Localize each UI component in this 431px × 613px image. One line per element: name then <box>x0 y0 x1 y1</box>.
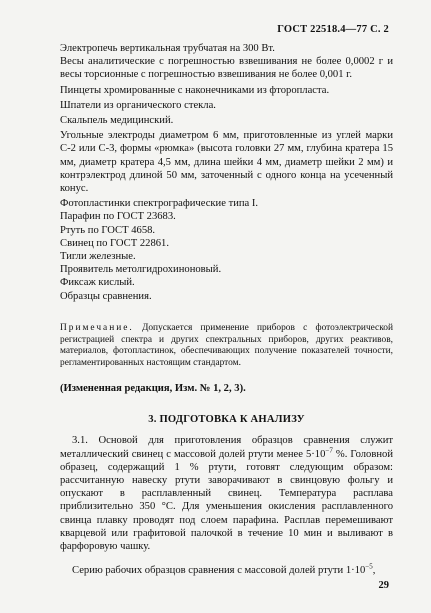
exponent: −7 <box>325 446 333 455</box>
text-line: Весы аналитические с погрешностью взвешивания не более 0,0002 г и весы торсионные с погрешностью взвешивания не более 0,001 г. <box>60 56 393 81</box>
para-text-a: 3.1. Основой для приготовления образцов сравнения служит металлический свинец с массовой долей ртути менее 5·10 <box>60 435 393 460</box>
note-block <box>60 323 393 370</box>
note-lead: Примечание. <box>60 322 134 333</box>
amendment-line: (Измененная редакция, Изм. № 1, 2, 3). <box>60 383 246 395</box>
note-text: Допускается применение приборов с фотоэлектрической регистрацией спектра и других спектральных приборов, других реактивов, материалов, фотопластинок, обеспечивающих получение показателей точности, регламентированных настоящим стандартом. <box>60 322 393 369</box>
text-line: Фиксаж кислый. <box>60 277 135 289</box>
text-line: Угольные электроды диаметром 6 мм, приготовленные из углей марки С-2 или С-3, формы «рюмка» (высота головки 27 мм, глубина кратера 15 мм, диаметр кратера 4,5 мм, длина шейки 4 мм, диаметр шейки 2 мм) и контрэлектрод длиной 50 мм, заточенный с одного конца на усеченный конус. <box>60 130 393 195</box>
para-text-b: %. Головной образец, содержащий 1 % ртути, готовят следующим образом: рассчитанную навеску ртути заворачивают в свинцовую фольгу и опускают в расплавленный свинец. Температура расплава приблизительно 350 °С. Для уменьшения окисления расплавленного свинца плавку проводят под слоем парафина. Расплав перемешивают кварцевой или графитовой палочкой в течение 10 мин и выливают в фарфоровую чашку. <box>60 448 393 553</box>
text-line: Фотопластинки спектрографические типа I. <box>60 198 259 210</box>
running-header: ГОСТ 22518.4—77 С. 2 <box>277 24 389 35</box>
exponent: −5 <box>365 562 373 571</box>
page-number: 29 <box>378 580 389 591</box>
paragraph-series <box>60 564 393 577</box>
text-line: Электропечь вертикальная трубчатая на 300 Вт. <box>60 43 275 54</box>
para-text-b: , <box>372 564 376 576</box>
text-line: Тигли железные. <box>60 251 136 263</box>
text-line: Шпатели из органического стекла. <box>60 99 216 111</box>
text-line: Проявитель метолгидрохиноновый. <box>60 264 222 276</box>
text-line: Ртуть по ГОСТ 4658. <box>60 224 156 236</box>
section-title: 3. ПОДГОТОВКА К АНАЛИЗУ <box>148 414 305 426</box>
paragraph-3-1 <box>60 434 393 553</box>
para-text-a: Серию рабочих образцов сравнения с массовой долей ртути 1·10 <box>72 564 366 576</box>
text-line: Парафин по ГОСТ 23683. <box>60 211 176 223</box>
text-line: Скальпель медицинский. <box>60 115 174 127</box>
text-line: Пинцеты хромированные с наконечниками из фторопласта. <box>60 84 330 96</box>
text-line: Свинец по ГОСТ 22861. <box>60 237 169 249</box>
text-line: Образцы сравнения. <box>60 290 152 302</box>
document-body <box>60 42 393 577</box>
